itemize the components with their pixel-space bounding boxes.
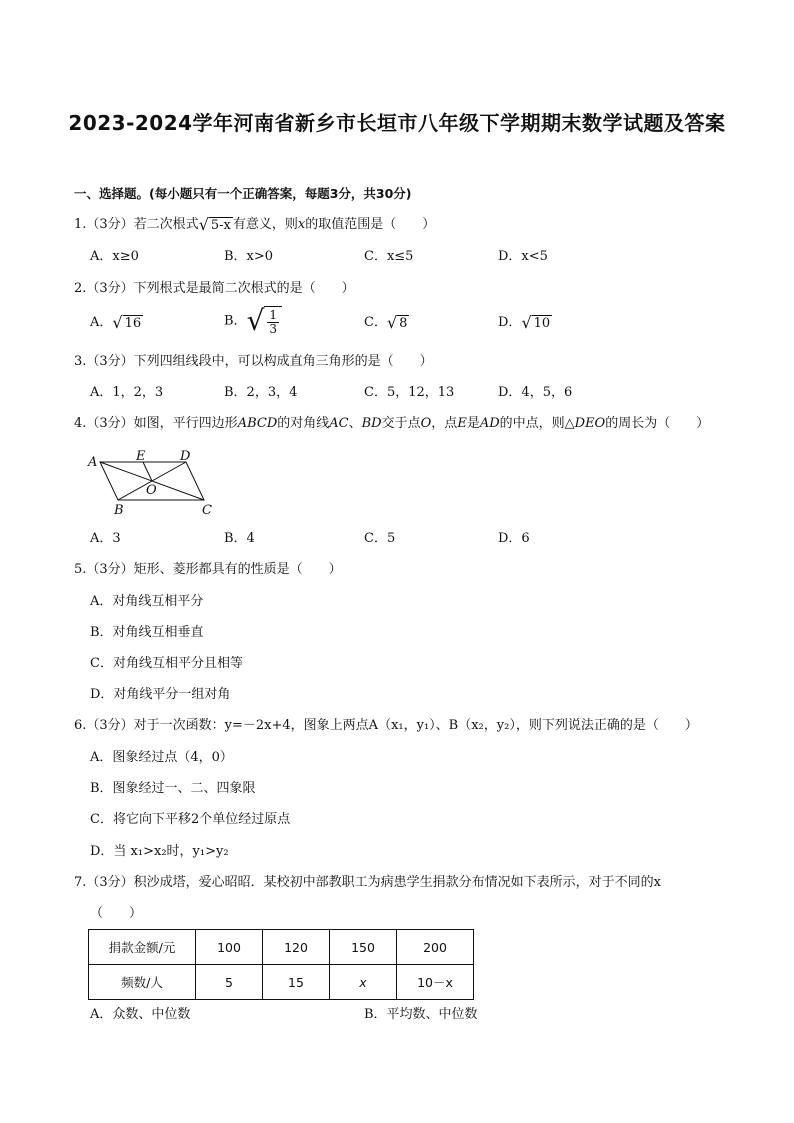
question-5-stem: 5.（3分）矩形、菱形都具有的性质是（ ） — [74, 562, 342, 577]
table-row — [89, 965, 474, 1000]
question-6-stem: 6.（3分）对于一次函数：y=－2x+4，图象上两点A（x₁，y₁）、B（x₂，y₂），则下列说法正确的是（ ） — [74, 718, 698, 733]
label-b: B — [114, 503, 124, 518]
radicand: 10 — [533, 315, 551, 331]
q1-option-b: B．x>0 — [224, 249, 274, 264]
page-title: 2023-2024学年河南省新乡市长垣市八年级下学期期末数学试题及答案 — [68, 111, 726, 135]
table-cell: 10－x — [397, 965, 474, 1000]
q5-option-b: B．对角线互相垂直 — [90, 625, 204, 640]
q4-option-c: C．5 — [364, 531, 396, 546]
q3-option-b: B．2，3，4 — [224, 385, 298, 400]
q6-option-d: D．当 x₁>x₂时，y₁>y₂ — [90, 844, 229, 859]
var-x: x — [297, 217, 306, 232]
q2-option-a: A． √ 16 — [90, 312, 142, 332]
q4-option-b: B．4 — [224, 531, 255, 546]
q5-option-c: C．对角线互相平分且相等 — [90, 656, 243, 671]
section-heading: 一、选择题。(每小题只有一个正确答案，每题3分，共30分) — [74, 186, 412, 201]
radicand: 5-x — [210, 217, 231, 233]
q2-option-c: C． √ 8 — [364, 312, 408, 332]
q7-option-a: A．众数、中位数 — [90, 1007, 191, 1022]
q4-option-a: A．3 — [90, 531, 121, 546]
q4-option-d: D．6 — [498, 531, 530, 546]
donation-table — [88, 929, 474, 1000]
question-3-stem: 3.（3分）下列四组线段中，可以构成直角三角形的是（ ） — [74, 354, 433, 369]
q3-option-a: A．1，2，3 — [90, 385, 164, 400]
q3-option-c: C．5，12，13 — [364, 385, 455, 400]
table-cell: 200 — [397, 930, 474, 965]
table-cell: 5 — [196, 965, 263, 1000]
q2-option-d: D． √ 10 — [498, 312, 551, 332]
q6-option-c: C．将它向下平移2个单位经过原点 — [90, 812, 291, 827]
table-cell: 捐款金额/元 — [89, 930, 196, 965]
table-cell: 频数/人 — [89, 965, 196, 1000]
q5-option-a: A．对角线互相平分 — [90, 594, 204, 609]
q1-text-2: 有意义，则 — [232, 217, 298, 232]
label-a: A — [88, 455, 98, 470]
table-row — [89, 930, 474, 965]
table-cell: 120 — [263, 930, 330, 965]
q1-text-3: 的取值范围是（ ） — [305, 217, 436, 232]
table-cell: x — [330, 965, 397, 1000]
q1-option-a: A．x≥0 — [90, 249, 139, 264]
label-o: O — [146, 483, 157, 498]
q5-option-d: D．对角线平分一组对角 — [90, 687, 231, 702]
q7-option-b: B．平均数、中位数 — [364, 1007, 478, 1022]
q1-text: 1.（3分）若二次根式 — [74, 217, 199, 232]
q6-option-b: B．图象经过一、二、四象限 — [90, 781, 256, 796]
radicand: 8 — [399, 315, 408, 331]
table-cell: 150 — [330, 930, 397, 965]
sqrt-expression: √ 5-x — [198, 214, 231, 234]
q2-option-b: B． √ $\frac{1}{3}$ — [224, 306, 282, 337]
fraction: $\frac{1}{3}$ — [269, 308, 278, 336]
question-1-stem — [74, 216, 435, 234]
q3-option-d: D．4，5，6 — [498, 385, 573, 400]
question-4-stem: 4.（3分）如图，平行四边形ABCD的对角线AC、BD交于点O，点E是AD的中点，则△DEO的周长为（ ） — [74, 416, 710, 431]
table-cell: 100 — [196, 930, 263, 965]
q1-option-c: C．x≤5 — [364, 249, 414, 264]
question-7-stem: 7.（3分）积沙成塔，爱心昭昭．某校初中部教职工为病患学生捐款分布情况如下表所示，对于不同的x — [74, 875, 662, 890]
label-e: E — [136, 449, 146, 464]
parallelogram-figure — [84, 448, 224, 520]
label-d: D — [180, 449, 191, 464]
label-c: C — [202, 503, 212, 518]
radicand: 16 — [124, 315, 142, 331]
q7-answer-blank: （ ） — [90, 906, 143, 921]
q6-option-a: A．图象经过点（4，0） — [90, 750, 233, 765]
question-2-stem: 2.（3分）下列根式是最简二次根式的是（ ） — [74, 281, 355, 296]
q1-option-d: D．x<5 — [498, 249, 548, 264]
table-cell: 15 — [263, 965, 330, 1000]
